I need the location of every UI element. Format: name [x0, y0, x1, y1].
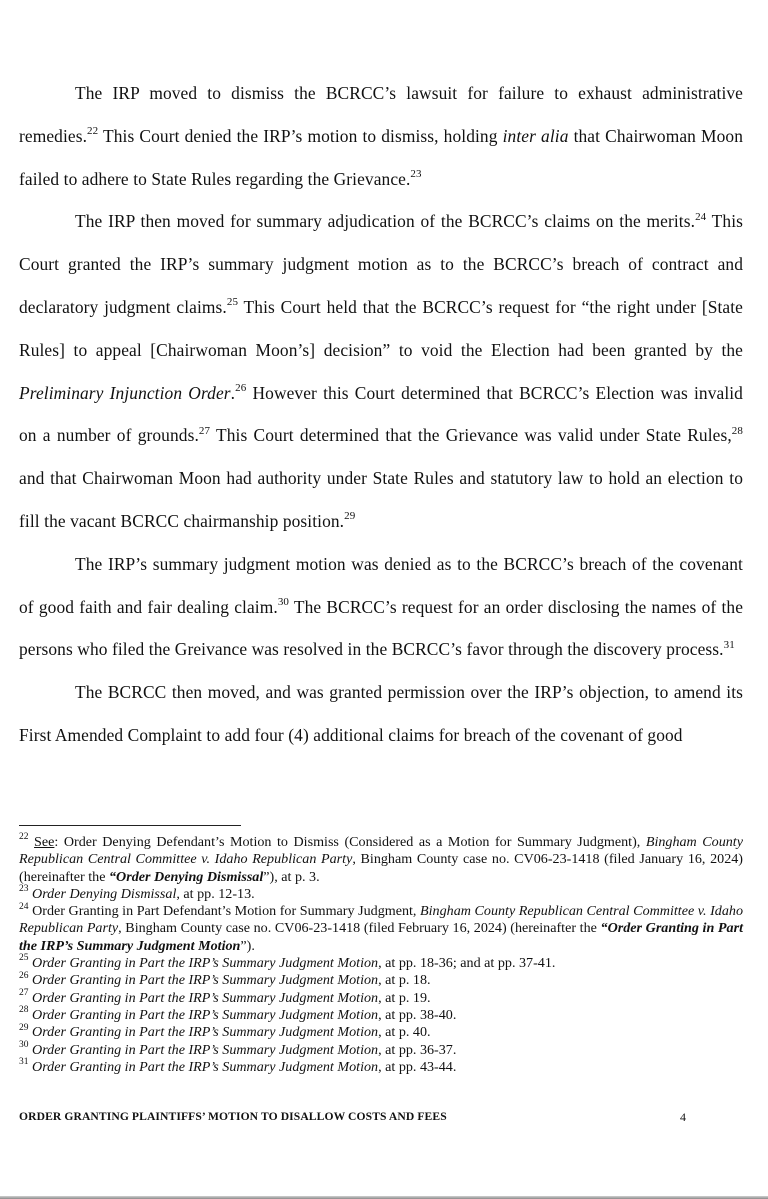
text-run: The IRP then moved for summary adjudication of the BCRCC’s claims on the merits. [75, 211, 696, 232]
text-run: , at p. 18. [378, 972, 431, 989]
footer-title: ORDER GRANTING PLAINTIFFS’ MOTION TO DISALLOW COSTS AND FEES [19, 1110, 447, 1123]
footnote-23 [19, 886, 743, 903]
text-run: This Court determined that the Grievance was valid under State Rules, [210, 425, 732, 446]
defined-term: “Order Denying Dismissal [109, 868, 264, 885]
signal-see: See [34, 834, 55, 850]
short-cite: Order Denying Dismissal [32, 885, 177, 902]
paragraph-3 [19, 543, 743, 671]
text-run: The BCRCC’s request for an order disclosing the names of the persons who filed the Greivance was resolved in the BCRCC’s favor through the discovery process. [19, 596, 744, 660]
paragraph-2 [19, 200, 743, 542]
footnote-ref[interactable]: 28 [731, 424, 743, 437]
footnote-29 [19, 1024, 743, 1041]
text-run: . [230, 382, 236, 403]
defined-term: “Order Granting in Part the IRP’s Summary Judgment Motion [19, 920, 743, 954]
footnote-ref[interactable]: 23 [410, 167, 422, 180]
short-cite: Order Granting in Part the IRP’s Summary Judgment Motion [32, 1006, 379, 1023]
text-run: The IRP moved to dismiss the BCRCC’s lawsuit for failure to exhaust administrative remedies. [19, 83, 743, 146]
footnote-ref[interactable]: 29 [344, 510, 356, 523]
text-run: This Court denied the IRP’s motion to dismiss, holding [98, 125, 503, 146]
text-run: The BCRCC then moved, and was granted permission over the IRP’s objection, to amend its First Amended Complaint to add four (4) additional claims for breach of the covenant of good [19, 682, 743, 745]
case-name: Bingham County Republican Central Committee v. Idaho Republican Party [19, 834, 743, 868]
italic-text: Preliminary Injunction Order [19, 382, 231, 403]
footnote-number: 27 [19, 987, 29, 998]
footnote-30 [19, 1039, 743, 1059]
text-run: , at pp. 18-36; and at pp. 37-41. [378, 955, 556, 972]
footnote-ref[interactable]: 25 [226, 296, 239, 309]
text-run: The IRP’s summary judgment motion was denied as to the BCRCC’s breach of the covenant of good faith and fair dealing claim. [19, 553, 743, 617]
footnote-22 [19, 834, 743, 886]
text-run: , at pp. 12-13. [176, 885, 255, 902]
footnote-number: 29 [19, 1022, 29, 1033]
short-cite: Order Granting in Part the IRP’s Summary Judgment Motion [32, 972, 379, 989]
page-number: 4 [680, 1110, 686, 1124]
text-run: , at p. 40. [378, 1024, 431, 1041]
short-cite: Order Granting in Part the IRP’s Summary Judgment Motion [32, 955, 379, 972]
footnote-ref[interactable]: 24 [695, 210, 707, 223]
text-run: , at pp. 43-44. [378, 1058, 457, 1075]
paragraph-4 [19, 671, 743, 757]
text-run: , at p. 19. [378, 989, 431, 1006]
text-run: ”), at p. 3. [263, 868, 320, 885]
footnote-number: 26 [19, 970, 29, 981]
short-cite: Order Granting in Part the IRP’s Summary Judgment Motion [32, 1041, 379, 1058]
footnote-27 [19, 987, 743, 1007]
footnote-ref[interactable]: 27 [198, 424, 211, 437]
short-cite: Order Granting in Part the IRP’s Summary Judgment Motion [32, 1024, 379, 1041]
footnote-ref[interactable]: 26 [235, 381, 247, 394]
text-run: that Chairwoman Moon failed to adhere to State Rules regarding the Grievance. [19, 125, 743, 189]
text-run: However this Court determined that BCRCC’s Election was invalid on a number of grounds. [19, 382, 743, 446]
footnote-26 [19, 972, 743, 989]
text-run: This Court granted the IRP’s summary judgment motion as to the BCRCC’s breach of contract and declaratory judgment claims. [19, 211, 743, 317]
text-run: and that Chairwoman Moon had authority under State Rules and statutory law to hold an election to fill the vacant BCRCC chairmanship position. [19, 468, 743, 531]
text-run: , at pp. 36-37. [378, 1041, 457, 1058]
italic-text: inter alia [502, 125, 569, 146]
footnote-24 [19, 903, 743, 955]
text-run: This Court held that the BCRCC’s request for “the right under [State Rules] to appeal [Chairwoman Moon’s] decision” to void the Election had been granted by the [19, 296, 743, 360]
footnote-number: 31 [19, 1057, 29, 1068]
text-run: , at pp. 38-40. [378, 1006, 457, 1023]
footnotes [19, 834, 743, 1076]
case-name: Bingham County Republican Central Committee v. Idaho Republican Party [19, 903, 743, 937]
short-cite: Order Granting in Part the IRP’s Summary Judgment Motion [32, 989, 379, 1006]
footnote-number: 25 [19, 953, 29, 964]
text-run: Order Granting in Part Defendant’s Motion for Summary Judgment, [28, 903, 421, 920]
footnote-number: 23 [19, 884, 29, 895]
footnote-number: 24 [19, 901, 29, 912]
footnote-number: 30 [19, 1039, 29, 1050]
text-run: : Order Denying Defendant’s Motion to Dismiss (Considered as a Motion for Summary Judgment), [54, 834, 646, 850]
footnote-31 [19, 1059, 743, 1076]
text-run: ”). [240, 937, 255, 954]
paragraph-1 [19, 72, 743, 200]
short-cite: Order Granting in Part the IRP’s Summary Judgment Motion [32, 1058, 379, 1075]
footnote-divider [19, 825, 241, 826]
footnote-ref[interactable]: 30 [277, 595, 290, 608]
footnote-28 [19, 1007, 743, 1024]
footnote-ref[interactable]: 31 [723, 638, 735, 651]
text-run: , Bingham County case no. CV06-23-1418 (filed February 16, 2024) (hereinafter the [118, 920, 601, 937]
footnote-number: 28 [19, 1005, 29, 1016]
footnote-number: 22 [19, 832, 29, 843]
footnote-ref[interactable]: 22 [87, 125, 99, 137]
text-run: , Bingham County case no. CV06-23-1418 (filed January 16, 2024) (hereinafter the [19, 851, 743, 885]
footnote-25 [19, 955, 743, 972]
body-text [19, 72, 743, 757]
